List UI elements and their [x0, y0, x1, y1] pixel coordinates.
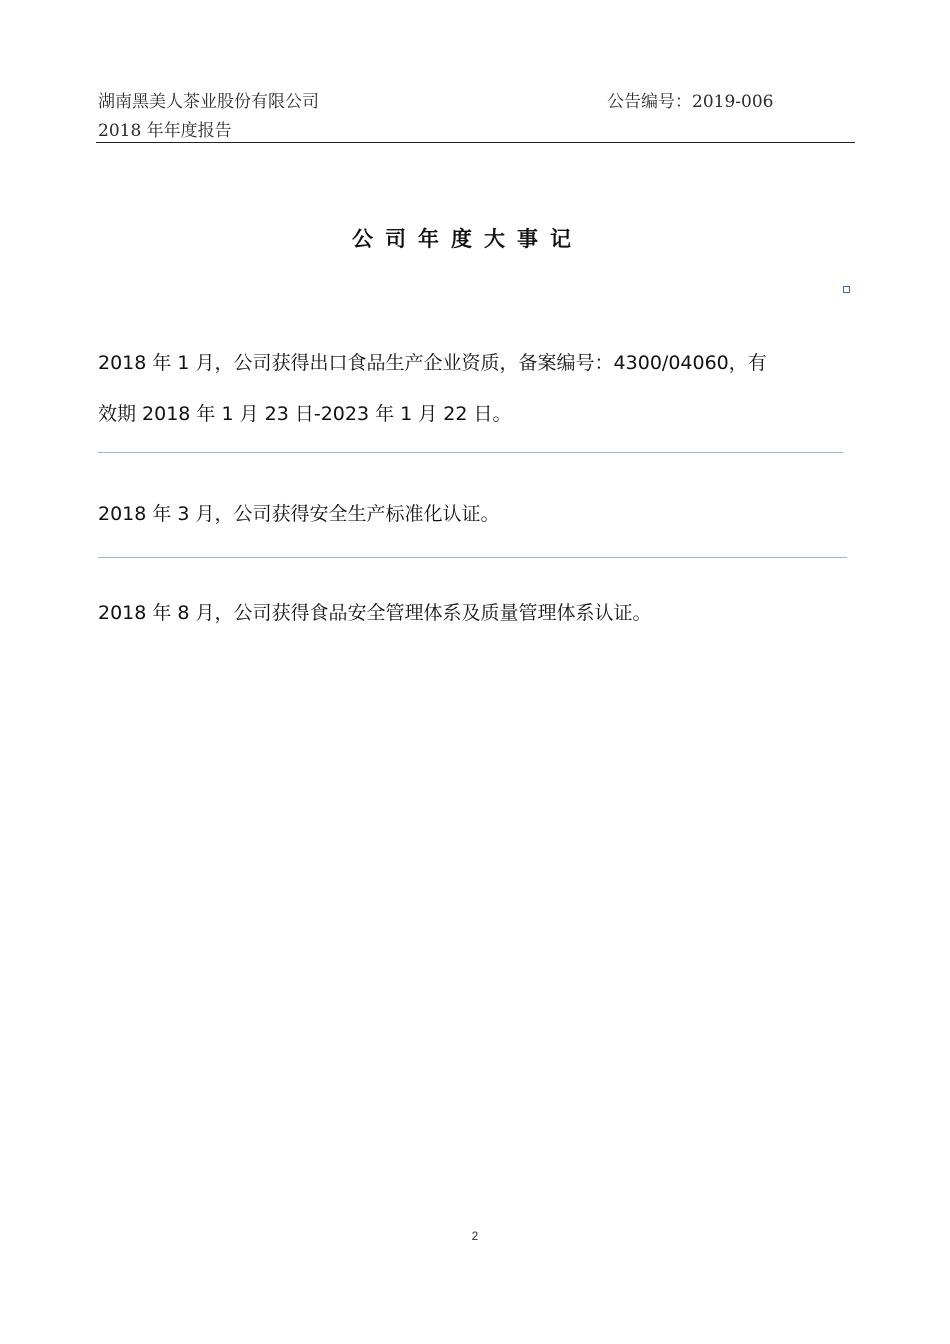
event-3-text: 2018 年 8 月，公司获得食品安全管理体系及质量管理体系认证。 [98, 602, 652, 624]
header-notice-number: 公告编号：2019-006 [607, 92, 774, 112]
event-2-text: 2018 年 3 月，公司获得安全生产标准化认证。 [98, 503, 500, 525]
event-1-line-1: 2018 年 1 月，公司获得出口食品生产企业资质，备案编号：4300/04060，有 [98, 352, 767, 374]
section-divider-1 [98, 452, 843, 453]
section-divider-2 [98, 557, 847, 558]
header-report-title: 2018 年年度报告 [98, 121, 232, 141]
page-title: 公司年度大事记 [352, 227, 583, 251]
header-company-name: 湖南黑美人茶业股份有限公司 [98, 92, 319, 112]
header-divider [96, 142, 855, 143]
event-1-line-2: 效期 2018 年 1 月 23 日-2023 年 1 月 22 日。 [98, 403, 512, 425]
square-marker-icon [843, 286, 850, 293]
page-number: 2 [471, 1229, 479, 1243]
